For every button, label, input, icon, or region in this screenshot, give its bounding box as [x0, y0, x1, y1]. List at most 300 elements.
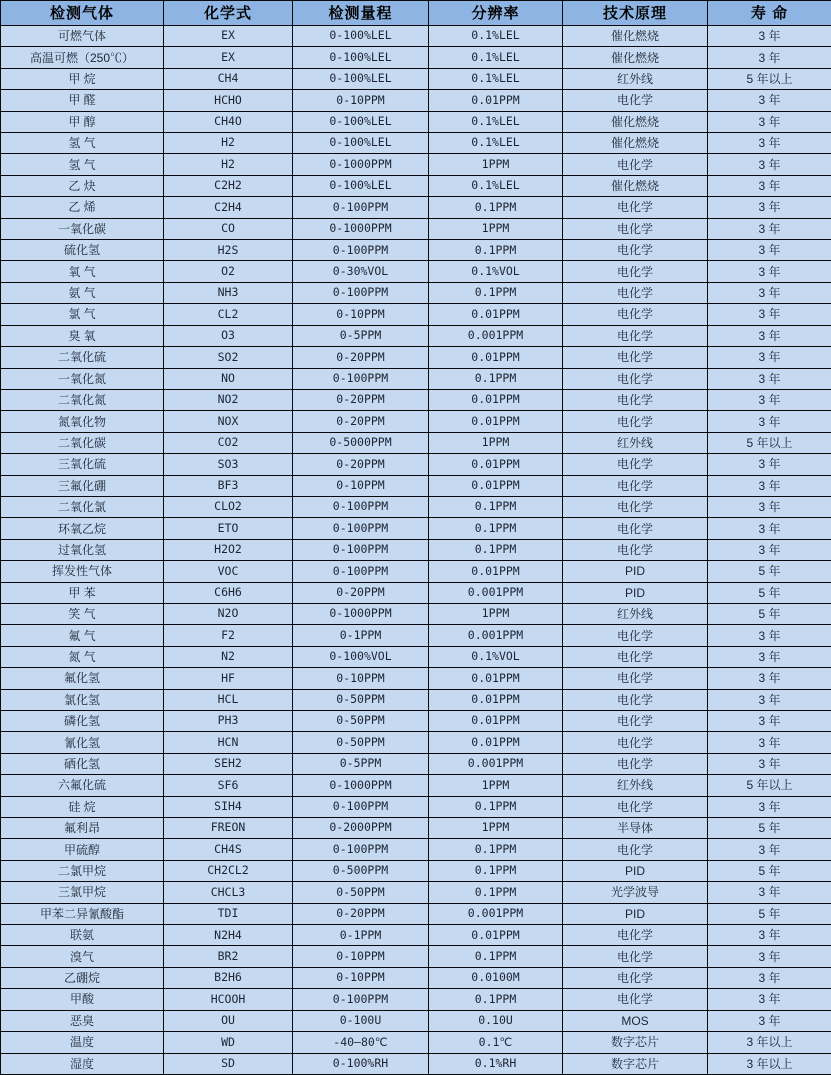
cell-tech-principle: 电化学	[563, 240, 708, 261]
cell-lifespan: 3 年	[708, 47, 831, 68]
cell-resolution: 0.1%LEL	[429, 111, 563, 132]
cell-gas-name: 二氧化碳	[1, 432, 164, 453]
cell-tech-principle: 电化学	[563, 689, 708, 710]
cell-lifespan: 3 年	[708, 518, 831, 539]
cell-lifespan: 3 年	[708, 946, 831, 967]
table-row	[1, 496, 831, 517]
cell-resolution: 0.001PPM	[429, 903, 563, 924]
cell-chemical-formula: NH3	[164, 282, 293, 303]
table-row	[1, 261, 831, 282]
cell-chemical-formula: BR2	[164, 946, 293, 967]
table-row	[1, 967, 831, 988]
cell-resolution: 0.01PPM	[429, 925, 563, 946]
cell-gas-name: 一氧化氮	[1, 368, 164, 389]
table-row	[1, 668, 831, 689]
table-row	[1, 282, 831, 303]
cell-detection-range: 0-1000PPM	[293, 603, 429, 624]
cell-tech-principle: 电化学	[563, 197, 708, 218]
table-row	[1, 561, 831, 582]
table-row	[1, 325, 831, 346]
cell-resolution: 0.1PPM	[429, 882, 563, 903]
cell-detection-range: 0-50PPM	[293, 711, 429, 732]
cell-resolution: 0.1PPM	[429, 839, 563, 860]
column-header-principle: 技术原理	[563, 1, 708, 26]
cell-chemical-formula: SD	[164, 1053, 293, 1075]
table-row	[1, 582, 831, 603]
cell-detection-range: 0-30%VOL	[293, 261, 429, 282]
cell-chemical-formula: SO3	[164, 454, 293, 475]
table-row	[1, 111, 831, 132]
cell-resolution: 0.10U	[429, 1010, 563, 1031]
table-row	[1, 1010, 831, 1031]
cell-gas-name: 三氧化硫	[1, 454, 164, 475]
cell-lifespan: 3 年	[708, 475, 831, 496]
cell-lifespan: 3 年	[708, 111, 831, 132]
cell-gas-name: 三氯甲烷	[1, 882, 164, 903]
cell-gas-name: 硅 烷	[1, 796, 164, 817]
cell-gas-name: 二氧化氮	[1, 389, 164, 410]
cell-chemical-formula: HCL	[164, 689, 293, 710]
cell-detection-range: 0-5000PPM	[293, 432, 429, 453]
cell-tech-principle: 红外线	[563, 432, 708, 453]
cell-chemical-formula: PH3	[164, 711, 293, 732]
cell-lifespan: 3 年	[708, 304, 831, 325]
cell-chemical-formula: CO	[164, 218, 293, 239]
cell-chemical-formula: O3	[164, 325, 293, 346]
cell-tech-principle: 红外线	[563, 603, 708, 624]
table-row	[1, 646, 831, 667]
cell-tech-principle: 电化学	[563, 711, 708, 732]
cell-resolution: 0.01PPM	[429, 304, 563, 325]
cell-chemical-formula: C2H4	[164, 197, 293, 218]
cell-resolution: 0.1PPM	[429, 946, 563, 967]
table-row	[1, 240, 831, 261]
cell-gas-name: 氯化氢	[1, 689, 164, 710]
cell-lifespan: 3 年	[708, 839, 831, 860]
cell-chemical-formula: HCN	[164, 732, 293, 753]
cell-detection-range: 0-100PPM	[293, 561, 429, 582]
cell-tech-principle: 电化学	[563, 967, 708, 988]
cell-lifespan: 5 年以上	[708, 775, 831, 796]
cell-resolution: 0.1PPM	[429, 989, 563, 1010]
cell-gas-name: 乙 烯	[1, 197, 164, 218]
cell-detection-range: 0-100%LEL	[293, 68, 429, 89]
column-header-gas: 检测气体	[1, 1, 164, 26]
cell-lifespan: 3 年	[708, 732, 831, 753]
cell-detection-range: 0-100%RH	[293, 1053, 429, 1075]
cell-gas-name: 溴气	[1, 946, 164, 967]
cell-lifespan: 3 年	[708, 282, 831, 303]
cell-tech-principle: 红外线	[563, 775, 708, 796]
cell-gas-name: 氟 气	[1, 625, 164, 646]
cell-tech-principle: 电化学	[563, 475, 708, 496]
cell-detection-range: 0-20PPM	[293, 389, 429, 410]
cell-tech-principle: 半导体	[563, 818, 708, 839]
cell-resolution: 0.001PPM	[429, 753, 563, 774]
cell-resolution: 0.01PPM	[429, 475, 563, 496]
cell-resolution: 0.1%VOL	[429, 261, 563, 282]
cell-chemical-formula: FREON	[164, 818, 293, 839]
cell-detection-range: 0-50PPM	[293, 882, 429, 903]
cell-chemical-formula: B2H6	[164, 967, 293, 988]
cell-chemical-formula: ETO	[164, 518, 293, 539]
cell-resolution: 0.01PPM	[429, 561, 563, 582]
cell-tech-principle: 电化学	[563, 989, 708, 1010]
cell-lifespan: 3 年	[708, 967, 831, 988]
cell-gas-name: 乙硼烷	[1, 967, 164, 988]
cell-resolution: 0.1PPM	[429, 240, 563, 261]
cell-lifespan: 3 年	[708, 496, 831, 517]
cell-detection-range: 0-100PPM	[293, 368, 429, 389]
cell-resolution: 0.1%LEL	[429, 47, 563, 68]
cell-detection-range: 0-20PPM	[293, 411, 429, 432]
cell-resolution: 0.01PPM	[429, 411, 563, 432]
cell-tech-principle: 电化学	[563, 646, 708, 667]
table-row	[1, 1032, 831, 1053]
table-row	[1, 903, 831, 924]
table-row	[1, 218, 831, 239]
cell-tech-principle: 电化学	[563, 925, 708, 946]
cell-resolution: 0.001PPM	[429, 625, 563, 646]
cell-gas-name: 臭 氧	[1, 325, 164, 346]
cell-resolution: 0.1PPM	[429, 197, 563, 218]
cell-chemical-formula: O2	[164, 261, 293, 282]
table-row	[1, 946, 831, 967]
cell-lifespan: 3 年	[708, 261, 831, 282]
table-row	[1, 304, 831, 325]
cell-lifespan: 3 年	[708, 753, 831, 774]
cell-chemical-formula: NO	[164, 368, 293, 389]
cell-chemical-formula: CHCL3	[164, 882, 293, 903]
cell-chemical-formula: VOC	[164, 561, 293, 582]
cell-tech-principle: MOS	[563, 1010, 708, 1031]
cell-tech-principle: 催化燃烧	[563, 26, 708, 47]
cell-resolution: 1PPM	[429, 432, 563, 453]
cell-lifespan: 3 年以上	[708, 1053, 831, 1075]
cell-gas-name: 联氨	[1, 925, 164, 946]
cell-resolution: 0.001PPM	[429, 582, 563, 603]
cell-detection-range: 0-100%LEL	[293, 175, 429, 196]
cell-gas-name: 氰化氢	[1, 732, 164, 753]
cell-gas-name: 氨 气	[1, 282, 164, 303]
cell-detection-range: 0-100PPM	[293, 282, 429, 303]
table-row	[1, 368, 831, 389]
cell-lifespan: 3 年	[708, 133, 831, 154]
cell-lifespan: 3 年	[708, 175, 831, 196]
cell-tech-principle: 催化燃烧	[563, 47, 708, 68]
table-row	[1, 518, 831, 539]
cell-gas-name: 挥发性气体	[1, 561, 164, 582]
cell-gas-name: 高温可燃（250℃）	[1, 47, 164, 68]
cell-tech-principle: PID	[563, 561, 708, 582]
table-row	[1, 753, 831, 774]
cell-detection-range: 0-100%LEL	[293, 47, 429, 68]
cell-chemical-formula: H2S	[164, 240, 293, 261]
cell-gas-name: 硫化氢	[1, 240, 164, 261]
cell-gas-name: 过氧化氢	[1, 539, 164, 560]
cell-lifespan: 3 年	[708, 711, 831, 732]
cell-lifespan: 3 年	[708, 454, 831, 475]
cell-tech-principle: 数字芯片	[563, 1032, 708, 1053]
cell-tech-principle: 电化学	[563, 304, 708, 325]
cell-lifespan: 3 年	[708, 389, 831, 410]
cell-lifespan: 3 年以上	[708, 1032, 831, 1053]
table-row	[1, 818, 831, 839]
cell-tech-principle: 电化学	[563, 261, 708, 282]
table-row	[1, 389, 831, 410]
cell-gas-name: 恶臭	[1, 1010, 164, 1031]
cell-detection-range: 0-10PPM	[293, 304, 429, 325]
column-header-range: 检测量程	[293, 1, 429, 26]
cell-tech-principle: PID	[563, 903, 708, 924]
cell-tech-principle: 催化燃烧	[563, 175, 708, 196]
cell-chemical-formula: H2	[164, 133, 293, 154]
table-row	[1, 989, 831, 1010]
cell-lifespan: 3 年	[708, 411, 831, 432]
cell-detection-range: 0-100PPM	[293, 989, 429, 1010]
cell-detection-range: 0-100PPM	[293, 197, 429, 218]
cell-detection-range: -40—80℃	[293, 1032, 429, 1053]
table-row	[1, 860, 831, 881]
cell-resolution: 0.01PPM	[429, 732, 563, 753]
cell-lifespan: 3 年	[708, 882, 831, 903]
cell-lifespan: 3 年	[708, 240, 831, 261]
cell-gas-name: 氮 气	[1, 646, 164, 667]
cell-lifespan: 3 年	[708, 154, 831, 175]
cell-tech-principle: 电化学	[563, 389, 708, 410]
cell-lifespan: 5 年	[708, 860, 831, 881]
cell-tech-principle: 电化学	[563, 668, 708, 689]
cell-gas-name: 氟化氢	[1, 668, 164, 689]
cell-chemical-formula: SIH4	[164, 796, 293, 817]
cell-resolution: 0.1%LEL	[429, 133, 563, 154]
table-row	[1, 796, 831, 817]
cell-tech-principle: 催化燃烧	[563, 133, 708, 154]
cell-tech-principle: 电化学	[563, 368, 708, 389]
cell-lifespan: 3 年	[708, 625, 831, 646]
cell-detection-range: 0-10PPM	[293, 946, 429, 967]
cell-lifespan: 3 年	[708, 539, 831, 560]
cell-resolution: 1PPM	[429, 775, 563, 796]
table-body	[1, 26, 831, 1075]
cell-lifespan: 5 年以上	[708, 432, 831, 453]
cell-resolution: 0.1PPM	[429, 496, 563, 517]
cell-lifespan: 3 年	[708, 26, 831, 47]
cell-resolution: 0.1%LEL	[429, 68, 563, 89]
cell-tech-principle: 电化学	[563, 454, 708, 475]
table-row	[1, 475, 831, 496]
cell-chemical-formula: CLO2	[164, 496, 293, 517]
column-header-resolution: 分辨率	[429, 1, 563, 26]
cell-tech-principle: 电化学	[563, 625, 708, 646]
table-row	[1, 154, 831, 175]
cell-detection-range: 0-100PPM	[293, 539, 429, 560]
cell-chemical-formula: BF3	[164, 475, 293, 496]
cell-detection-range: 0-100%LEL	[293, 133, 429, 154]
cell-detection-range: 0-100PPM	[293, 240, 429, 261]
cell-lifespan: 5 年	[708, 818, 831, 839]
cell-chemical-formula: N2O	[164, 603, 293, 624]
cell-tech-principle: 电化学	[563, 753, 708, 774]
table-row	[1, 839, 831, 860]
cell-resolution: 0.1PPM	[429, 282, 563, 303]
cell-tech-principle: 电化学	[563, 90, 708, 111]
table-row	[1, 711, 831, 732]
cell-gas-name: 湿度	[1, 1053, 164, 1075]
cell-detection-range: 0-100%LEL	[293, 111, 429, 132]
cell-chemical-formula: NOX	[164, 411, 293, 432]
table-row	[1, 775, 831, 796]
cell-resolution: 0.01PPM	[429, 711, 563, 732]
cell-gas-name: 氢 气	[1, 133, 164, 154]
cell-detection-range: 0-100PPM	[293, 496, 429, 517]
table-row	[1, 68, 831, 89]
cell-resolution: 1PPM	[429, 154, 563, 175]
cell-tech-principle: 电化学	[563, 411, 708, 432]
cell-chemical-formula: CH4	[164, 68, 293, 89]
cell-gas-name: 甲 醇	[1, 111, 164, 132]
cell-chemical-formula: SO2	[164, 347, 293, 368]
column-header-formula: 化学式	[164, 1, 293, 26]
cell-resolution: 0.1℃	[429, 1032, 563, 1053]
cell-detection-range: 0-20PPM	[293, 347, 429, 368]
cell-detection-range: 0-10PPM	[293, 90, 429, 111]
cell-chemical-formula: HF	[164, 668, 293, 689]
cell-detection-range: 0-1000PPM	[293, 154, 429, 175]
table-row	[1, 539, 831, 560]
cell-gas-name: 甲硫醇	[1, 839, 164, 860]
cell-chemical-formula: CH4S	[164, 839, 293, 860]
table-row	[1, 90, 831, 111]
cell-chemical-formula: C6H6	[164, 582, 293, 603]
cell-chemical-formula: WD	[164, 1032, 293, 1053]
cell-lifespan: 5 年	[708, 561, 831, 582]
cell-resolution: 0.1PPM	[429, 539, 563, 560]
cell-gas-name: 三氟化硼	[1, 475, 164, 496]
cell-tech-principle: 电化学	[563, 839, 708, 860]
cell-chemical-formula: OU	[164, 1010, 293, 1031]
cell-detection-range: 0-500PPM	[293, 860, 429, 881]
column-header-lifespan: 寿 命	[708, 1, 831, 26]
table-row	[1, 603, 831, 624]
cell-resolution: 0.0100M	[429, 967, 563, 988]
cell-gas-name: 甲苯二异氰酸酯	[1, 903, 164, 924]
cell-gas-name: 氧 气	[1, 261, 164, 282]
cell-detection-range: 0-10PPM	[293, 967, 429, 988]
cell-tech-principle: 数字芯片	[563, 1053, 708, 1075]
cell-resolution: 0.1%LEL	[429, 26, 563, 47]
cell-lifespan: 5 年	[708, 903, 831, 924]
cell-lifespan: 3 年	[708, 368, 831, 389]
table-row	[1, 882, 831, 903]
cell-detection-range: 0-20PPM	[293, 454, 429, 475]
cell-detection-range: 0-10PPM	[293, 475, 429, 496]
cell-tech-principle: 红外线	[563, 68, 708, 89]
cell-gas-name: 二氧化硫	[1, 347, 164, 368]
table-row	[1, 47, 831, 68]
cell-detection-range: 0-5PPM	[293, 753, 429, 774]
cell-resolution: 0.1PPM	[429, 796, 563, 817]
cell-tech-principle: 电化学	[563, 325, 708, 346]
cell-resolution: 0.01PPM	[429, 668, 563, 689]
cell-resolution: 1PPM	[429, 603, 563, 624]
cell-tech-principle: PID	[563, 860, 708, 881]
cell-detection-range: 0-100U	[293, 1010, 429, 1031]
cell-resolution: 0.01PPM	[429, 347, 563, 368]
cell-resolution: 0.1PPM	[429, 860, 563, 881]
cell-detection-range: 0-100PPM	[293, 518, 429, 539]
cell-lifespan: 3 年	[708, 646, 831, 667]
cell-chemical-formula: EX	[164, 47, 293, 68]
cell-detection-range: 0-1PPM	[293, 625, 429, 646]
cell-chemical-formula: TDI	[164, 903, 293, 924]
cell-chemical-formula: CO2	[164, 432, 293, 453]
cell-detection-range: 0-50PPM	[293, 689, 429, 710]
cell-resolution: 0.01PPM	[429, 90, 563, 111]
cell-gas-name: 氮氧化物	[1, 411, 164, 432]
cell-chemical-formula: C2H2	[164, 175, 293, 196]
table-row	[1, 1053, 831, 1075]
cell-gas-name: 氯 气	[1, 304, 164, 325]
table-row	[1, 411, 831, 432]
cell-tech-principle: 电化学	[563, 539, 708, 560]
cell-detection-range: 0-100%LEL	[293, 26, 429, 47]
cell-gas-name: 二氧化氯	[1, 496, 164, 517]
cell-gas-name: 环氧乙烷	[1, 518, 164, 539]
cell-lifespan: 3 年	[708, 218, 831, 239]
table-row	[1, 175, 831, 196]
cell-lifespan: 3 年	[708, 325, 831, 346]
cell-resolution: 0.01PPM	[429, 689, 563, 710]
cell-chemical-formula: EX	[164, 26, 293, 47]
cell-chemical-formula: SF6	[164, 775, 293, 796]
cell-tech-principle: 电化学	[563, 218, 708, 239]
table-row	[1, 689, 831, 710]
cell-gas-name: 甲 苯	[1, 582, 164, 603]
cell-tech-principle: 电化学	[563, 518, 708, 539]
cell-resolution: 0.1PPM	[429, 518, 563, 539]
cell-lifespan: 3 年	[708, 1010, 831, 1031]
cell-lifespan: 5 年	[708, 582, 831, 603]
cell-detection-range: 0-2000PPM	[293, 818, 429, 839]
cell-chemical-formula: SEH2	[164, 753, 293, 774]
cell-detection-range: 0-10PPM	[293, 668, 429, 689]
table-row	[1, 347, 831, 368]
cell-lifespan: 3 年	[708, 689, 831, 710]
cell-detection-range: 0-20PPM	[293, 903, 429, 924]
cell-chemical-formula: HCOOH	[164, 989, 293, 1010]
cell-lifespan: 5 年以上	[708, 68, 831, 89]
cell-tech-principle: 电化学	[563, 946, 708, 967]
cell-lifespan: 3 年	[708, 796, 831, 817]
cell-chemical-formula: HCHO	[164, 90, 293, 111]
cell-resolution: 0.1%VOL	[429, 646, 563, 667]
cell-gas-name: 甲酸	[1, 989, 164, 1010]
cell-lifespan: 5 年	[708, 603, 831, 624]
cell-gas-name: 温度	[1, 1032, 164, 1053]
cell-detection-range: 0-100%VOL	[293, 646, 429, 667]
cell-detection-range: 0-1000PPM	[293, 218, 429, 239]
cell-gas-name: 一氧化碳	[1, 218, 164, 239]
cell-lifespan: 3 年	[708, 197, 831, 218]
cell-gas-name: 硒化氢	[1, 753, 164, 774]
cell-lifespan: 3 年	[708, 90, 831, 111]
cell-gas-name: 磷化氢	[1, 711, 164, 732]
cell-lifespan: 3 年	[708, 925, 831, 946]
cell-lifespan: 3 年	[708, 347, 831, 368]
cell-detection-range: 0-50PPM	[293, 732, 429, 753]
table-row	[1, 925, 831, 946]
